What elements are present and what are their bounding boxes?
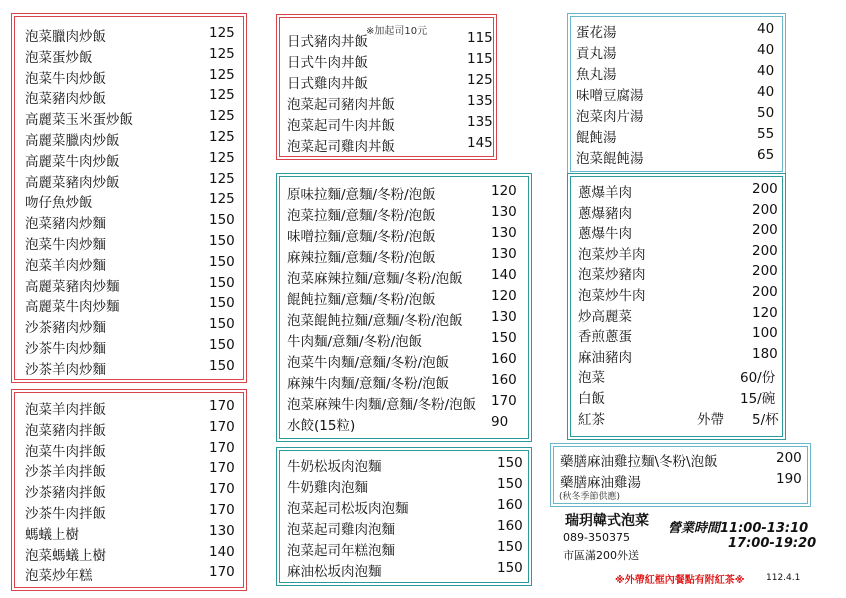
- menu-version: 112.4.1: [766, 573, 801, 583]
- menu-item: [287, 539, 528, 560]
- menu-item: [287, 114, 493, 135]
- menu-item: [25, 67, 243, 88]
- menu-item-name: 泡菜牛肉拌飯: [25, 443, 106, 460]
- menu-item: [25, 523, 243, 544]
- menu-item-price: 170: [209, 481, 235, 498]
- stir-fry-box: [570, 176, 783, 437]
- menu-item: [287, 476, 528, 497]
- menu-item-price: 200: [752, 181, 778, 197]
- menu-item-price: 150: [497, 560, 523, 576]
- noodle-box: [279, 176, 529, 439]
- menu-item-name: 牛奶松坂肉泡麵: [287, 459, 382, 475]
- menu-item-name: 高麗菜豬肉炒飯: [25, 174, 120, 191]
- menu-item: [287, 351, 528, 372]
- menu-item: [25, 233, 243, 254]
- menu-item: [25, 212, 243, 233]
- menu-item-name: 高麗菜牛肉炒飯: [25, 153, 120, 170]
- menu-item: [287, 72, 493, 93]
- menu-item-name: 泡菜豬肉炒麵: [25, 216, 106, 233]
- menu-item-price: 120: [491, 288, 517, 304]
- menu-item-takeout-label: 外帶: [697, 411, 724, 428]
- delivery-note: 市區滿200外送: [563, 549, 639, 562]
- menu-item-price: 130: [491, 246, 517, 262]
- menu-item-price: 170: [209, 502, 235, 518]
- menu-item-name: 泡菜炒豬肉: [578, 267, 646, 284]
- menu-item-price: 150: [209, 337, 235, 353]
- menu-item: [25, 544, 243, 565]
- menu-item: [576, 84, 782, 105]
- menu-item-price: 150: [209, 316, 235, 333]
- menu-item: [287, 309, 528, 330]
- takeout-tea-notice: ※外帶紅框內餐點有附紅茶※: [615, 575, 745, 586]
- menu-item-price: 130: [491, 204, 517, 220]
- donburi-box: [279, 17, 494, 157]
- menu-item-name: 泡菜麻辣拉麵/意麵/冬粉/泡飯: [287, 271, 463, 287]
- shop-name: 瑞玥韓式泡菜: [565, 513, 649, 529]
- menu-item-price: 130: [491, 309, 517, 325]
- menu-item-name: 貢丸湯: [576, 46, 617, 62]
- menu-item-name: 泡菜臘肉炒飯: [25, 29, 106, 45]
- menu-item-price: 135: [467, 114, 493, 130]
- menu-item-name: 日式牛肉丼飯: [287, 55, 368, 71]
- menu-item-name: 高麗菜玉米蛋炒飯: [25, 112, 133, 129]
- menu-item-price: 115: [467, 30, 493, 46]
- seasonal-note: (秋冬季節供應): [559, 492, 621, 502]
- menu-item: [25, 460, 243, 481]
- menu-item-name: 泡菜牛肉炒麵: [25, 237, 106, 253]
- menu-item-price: 200: [752, 242, 778, 259]
- menu-item-name: 泡菜拉麵/意麵/冬粉/泡飯: [287, 208, 436, 224]
- menu-item: [25, 502, 243, 523]
- menu-item-price: 170: [209, 418, 235, 435]
- menu-item-name: 紅茶: [578, 411, 605, 428]
- menu-item-price: 125: [209, 25, 235, 41]
- menu-item-price: 200: [752, 263, 778, 280]
- menu-item-name: 螞蟻上樹: [25, 526, 79, 543]
- menu-item-price: 170: [209, 564, 235, 581]
- menu-item-price: 150: [497, 539, 523, 555]
- menu-item-price: 40: [757, 21, 775, 37]
- menu-item-price: 160: [497, 518, 523, 534]
- menu-item: [576, 126, 782, 147]
- menu-item-name: 沙茶牛肉拌飯: [25, 506, 106, 522]
- menu-item-name: 麻油豬肉: [578, 349, 632, 366]
- menu-item: [25, 358, 243, 379]
- menu-item-price: 100: [752, 325, 778, 342]
- menu-item: [287, 414, 528, 435]
- menu-item: [25, 419, 243, 440]
- menu-item-price: 50: [757, 105, 775, 121]
- menu-item-price: 90: [491, 414, 509, 430]
- menu-item: [287, 372, 528, 393]
- menu-item: [578, 387, 782, 408]
- menu-item-price: 40: [757, 63, 775, 79]
- menu-item: [576, 63, 782, 84]
- menu-item-name: 牛奶雞肉泡麵: [287, 480, 368, 496]
- menu-item: [25, 25, 243, 46]
- menu-item: [287, 267, 528, 288]
- fried-rice-noodle-box: [14, 16, 244, 380]
- menu-item-name: 泡菜肉片湯: [576, 109, 644, 125]
- menu-item: [287, 204, 528, 225]
- menu-item-name: 泡菜羊肉炒麵: [25, 257, 106, 274]
- menu-item-price: 150: [491, 330, 517, 346]
- menu-item-price: 150: [497, 455, 523, 471]
- menu-item: [287, 225, 528, 246]
- menu-item-price: 55: [757, 126, 775, 142]
- menu-item-price: 120: [491, 183, 517, 199]
- menu-item-name: 泡菜起司松坂肉泡麵: [287, 501, 409, 517]
- menu-item: [25, 87, 243, 108]
- menu-item-name: 泡菜餛飩湯: [576, 151, 644, 167]
- menu-item-price: 125: [209, 170, 235, 187]
- menu-item-name: 泡菜起司年糕泡麵: [287, 543, 395, 559]
- menu-item-price: 150: [497, 476, 523, 492]
- menu-item-price: 200: [752, 284, 778, 300]
- menu-item: [287, 288, 528, 309]
- cheese-note: ※加起司10元: [366, 26, 428, 37]
- menu-item: [25, 337, 243, 358]
- menu-item-name: 高麗菜豬肉炒麵: [25, 278, 120, 295]
- menu-item-name: 泡菜豬肉炒飯: [25, 91, 106, 108]
- menu-item-name: 泡菜餛飩拉麵/意麵/冬粉/泡飯: [287, 313, 463, 329]
- menu-item-price: 140: [491, 267, 517, 283]
- menu-item: [578, 284, 782, 305]
- menu-item-name: 沙茶羊肉炒麵: [25, 361, 106, 378]
- menu-item-price: 145: [467, 135, 493, 151]
- menu-item-name: 餛飩拉麵/意麵/冬粉/泡飯: [287, 292, 436, 308]
- menu-item-name: 蔥爆豬肉: [578, 205, 632, 222]
- menu-item: [25, 564, 243, 585]
- menu-item-price: 125: [209, 87, 235, 104]
- menu-item-name: 泡菜羊肉拌飯: [25, 402, 106, 418]
- menu-item-price: 150: [209, 357, 235, 374]
- menu-item: [25, 46, 243, 67]
- menu-item-name: 麻辣拉麵/意麵/冬粉/泡飯: [287, 250, 436, 266]
- menu-item-price: 170: [209, 460, 235, 477]
- menu-item-name: 泡菜牛肉炒飯: [25, 70, 106, 87]
- menu-item-name: 泡菜: [578, 370, 605, 387]
- menu-item: [25, 481, 243, 502]
- menu-item: [578, 408, 782, 429]
- menu-item-price: 15/碗: [740, 391, 776, 407]
- menu-item-name: 泡菜炒牛肉: [578, 288, 646, 304]
- menu-item-name: 泡菜起司豬肉丼飯: [287, 97, 395, 113]
- menu-item-name: 泡菜炒羊肉: [578, 246, 646, 263]
- menu-item: [578, 243, 782, 264]
- menu-item-price: 5/杯: [752, 411, 779, 428]
- menu-item-name: 麻油松坂肉泡麵: [287, 564, 382, 580]
- menu-item-price: 65: [757, 147, 775, 163]
- menu-item-name: 泡菜豬肉拌飯: [25, 422, 106, 439]
- menu-item-name: 泡菜牛肉麵/意麵/冬粉/泡飯: [287, 355, 450, 371]
- menu-item: [25, 191, 243, 212]
- menu-item-name: 原味拉麵/意麵/冬粉/泡飯: [287, 187, 436, 203]
- menu-item-name: 沙茶豬肉炒麵: [25, 320, 106, 337]
- menu-item-name: 藥膳麻油雞拉麵\冬粉\泡飯: [560, 454, 718, 470]
- menu-item-name: 沙茶豬肉拌飯: [25, 485, 106, 502]
- menu-item-name: 泡菜起司雞肉丼飯: [287, 139, 395, 155]
- menu-item-price: 150: [209, 212, 235, 229]
- menu-item-price: 40: [757, 84, 775, 100]
- menu-item-price: 160: [491, 351, 517, 367]
- menu-item-name: 魚丸湯: [576, 67, 617, 83]
- menu-item: [25, 171, 243, 192]
- menu-item-price: 200: [752, 201, 778, 218]
- menu-item-price: 150: [209, 274, 235, 291]
- menu-item-name: 白飯: [578, 391, 605, 407]
- menu-item-price: 200: [776, 450, 802, 466]
- menu-item-name: 藥膳麻油雞湯: [560, 475, 641, 491]
- menu-item: [25, 129, 243, 150]
- menu-item-price: 60/份: [740, 370, 776, 387]
- business-hours: 營業時間11:00-13:10: [668, 521, 809, 536]
- menu-item: [576, 42, 782, 63]
- phone-number: 089-350375: [563, 531, 630, 544]
- menu-item-price: 125: [209, 191, 235, 208]
- menu-item-name: 蔥爆羊肉: [578, 185, 632, 201]
- menu-item-name: 高麗菜牛肉炒麵: [25, 299, 120, 316]
- menu-item-price: 170: [491, 393, 517, 409]
- menu-item-name: 蛋花湯: [576, 25, 617, 41]
- menu-item: [287, 183, 528, 204]
- menu-item-price: 40: [757, 42, 775, 58]
- menu-item: [578, 325, 782, 346]
- menu-item-name: 高麗菜臘肉炒飯: [25, 133, 120, 149]
- menu-item-price: 130: [209, 522, 235, 539]
- menu-item-price: 125: [209, 66, 235, 83]
- menu-item-price: 125: [209, 45, 235, 62]
- menu-item: [25, 316, 243, 337]
- menu-item-price: 150: [209, 253, 235, 270]
- menu-item: [25, 398, 243, 419]
- menu-item: [576, 147, 782, 168]
- menu-item-name: 泡菜螞蟻上樹: [25, 547, 106, 564]
- menu-item-price: 180: [752, 345, 778, 362]
- menu-item-price: 160: [491, 372, 517, 388]
- menu-item: [576, 21, 782, 42]
- menu-item-price: 160: [497, 497, 523, 513]
- menu-item-price: 135: [467, 93, 493, 109]
- menu-item-price: 190: [776, 471, 802, 487]
- menu-item: [578, 181, 782, 202]
- menu-item: [25, 440, 243, 461]
- menu-item: [287, 518, 528, 539]
- menu-item-name: 水餃(15粒): [287, 418, 356, 434]
- menu-item-name: 泡菜炒年糕: [25, 568, 93, 585]
- menu-item: [25, 108, 243, 129]
- menu-item-price: 120: [752, 304, 778, 321]
- menu-item-name: 泡菜起司牛肉丼飯: [287, 118, 395, 134]
- menu-item-price: 125: [209, 108, 235, 125]
- menu-item-name: 牛肉麵/意麵/冬粉/泡飯: [287, 334, 423, 350]
- menu-item: [25, 150, 243, 171]
- menu-item-name: 沙茶牛肉炒麵: [25, 341, 106, 357]
- menu-item-price: 200: [752, 222, 778, 239]
- menu-item: [578, 222, 782, 243]
- menu-item: [287, 560, 528, 581]
- menu-item-name: 麻辣牛肉麵/意麵/冬粉/泡飯: [287, 376, 450, 392]
- menu-item-price: 140: [209, 543, 235, 560]
- menu-item: [578, 305, 782, 326]
- menu-item-name: 蔥爆牛肉: [578, 226, 632, 243]
- menu-item: [287, 330, 528, 351]
- menu-item: [287, 93, 493, 114]
- menu-item-name: 炒高麗菜: [578, 308, 632, 325]
- menu-item: [287, 246, 528, 267]
- menu-item-price: 125: [467, 72, 493, 88]
- menu-item-price: 130: [491, 225, 517, 241]
- menu-item-name: 泡菜蛋炒飯: [25, 49, 93, 66]
- menu-item: [287, 51, 493, 72]
- menu-item: [578, 346, 782, 367]
- menu-item: [25, 295, 243, 316]
- menu-item-name: 泡菜麻辣牛肉麵/意麵/冬粉/泡飯: [287, 397, 477, 413]
- menu-item: [25, 254, 243, 275]
- menu-item: [578, 263, 782, 284]
- menu-item: [287, 497, 528, 518]
- menu-item: [578, 202, 782, 223]
- menu-item: [287, 455, 528, 476]
- menu-item-name: 日式雞肉丼飯: [287, 76, 368, 92]
- menu-item: [287, 135, 493, 156]
- menu-item-name: 香煎蔥蛋: [578, 329, 632, 346]
- instant-noodle-box: [279, 450, 529, 583]
- menu-item-price: 150: [209, 233, 235, 249]
- menu-item-name: 日式豬肉丼飯: [287, 34, 368, 50]
- mixed-rice-box: [14, 392, 244, 588]
- menu-item-price: 170: [209, 439, 235, 456]
- menu-item-name: 泡菜起司雞肉泡麵: [287, 522, 395, 538]
- menu-item-name: 吻仔魚炒飯: [25, 195, 93, 212]
- menu-item: [25, 275, 243, 296]
- business-hours-evening: 17:00-19:20: [728, 536, 817, 551]
- menu-item-price: 170: [209, 398, 235, 414]
- menu-item-name: 餛飩湯: [576, 130, 617, 146]
- menu-item-name: 味噌豆腐湯: [576, 88, 644, 104]
- menu-item-name: 沙茶羊肉拌飯: [25, 464, 106, 481]
- menu-item-name: 味噌拉麵/意麵/冬粉/泡飯: [287, 229, 436, 245]
- menu-item: [578, 366, 782, 387]
- soup-box: [570, 16, 783, 172]
- menu-item-price: 125: [209, 149, 235, 166]
- menu-item: [287, 393, 528, 414]
- menu-item-price: 150: [209, 295, 235, 312]
- menu-item: [576, 105, 782, 126]
- menu-item-price: 125: [209, 129, 235, 145]
- menu-item: [560, 450, 807, 471]
- menu-item-price: 115: [467, 51, 493, 67]
